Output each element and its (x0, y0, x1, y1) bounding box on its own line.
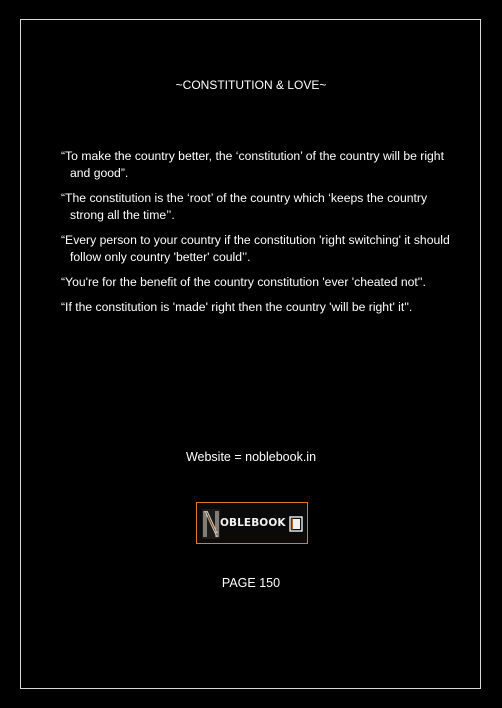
website-line: Website = noblebook.in (185, 450, 317, 464)
quote-list (61, 148, 451, 324)
logo-wordmark: OBLEBOOK (220, 517, 286, 529)
noblebook-logo (196, 502, 308, 544)
page-number: PAGE 150 (221, 576, 281, 590)
quote-item: “Every person to your country if the constitution 'right switching' it should follow only country 'better' could’’. (61, 233, 450, 264)
quote-item: “The constitution is the ‘root’ of the country which ‘keeps the country strong all the time’’. (61, 191, 428, 222)
n-logo-icon (202, 509, 220, 544)
quote-item: “You're for the benefit of the country constitution 'ever 'cheated not''. (61, 275, 426, 289)
quote-item: “If the constitution is 'made' right then the country 'will be right' it''. (61, 300, 413, 314)
quote-item: “To make the country better, the ‘constitution’ of the country will be right and good”. (61, 149, 444, 180)
document-title: ~CONSTITUTION & LOVE~ (175, 78, 327, 92)
book-icon (289, 516, 303, 537)
